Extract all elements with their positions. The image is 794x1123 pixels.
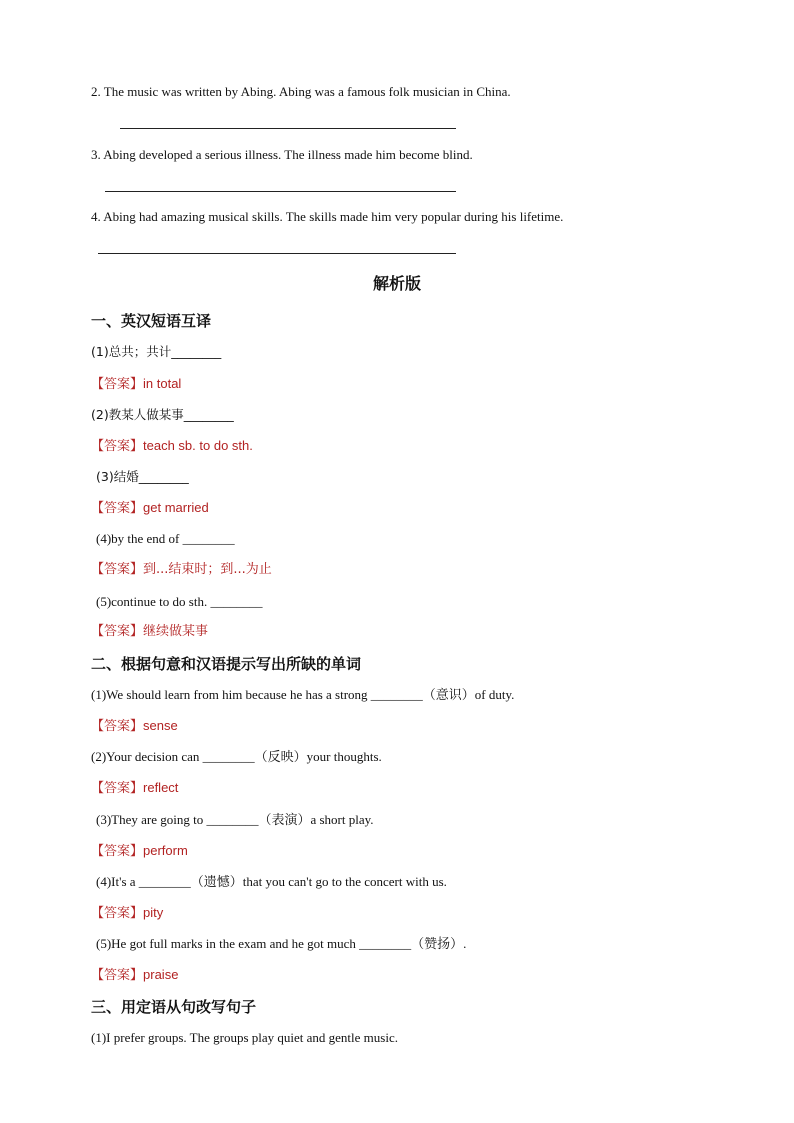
s1-question-3: (3)结婚________: [96, 469, 189, 484]
s2-answer-1: [91, 717, 178, 736]
answer-tag: 【答案】: [91, 377, 144, 392]
answer-line-4[interactable]: [98, 253, 456, 254]
answer-value: teach sb. to do sth.: [143, 438, 253, 453]
s2-answer-3: [91, 842, 188, 861]
answer-tag: 【答案】: [91, 501, 144, 516]
s2-answer-2: [91, 779, 178, 798]
answer-tag: 【答案】: [91, 968, 144, 983]
answer-line-3[interactable]: [105, 191, 456, 192]
s1-answer-2: [91, 437, 253, 456]
exercise-item-3: 3. Abing developed a serious illness. The illness made him become blind.: [91, 147, 473, 162]
s2-answer-5: [91, 966, 178, 985]
answer-tag: 【答案】: [91, 439, 144, 454]
s2-question-4: (4)It's a ________（遗憾）that you can't go to the concert with us.: [96, 874, 447, 889]
s1-answer-1: [91, 375, 181, 394]
s2-answer-4: [91, 904, 163, 923]
answer-value: perform: [143, 843, 188, 858]
answer-tag: 【答案】: [91, 844, 144, 859]
answer-value: 到...结束时；到...为止: [143, 562, 272, 577]
section-3-heading: 三、用定语从句改写句子: [91, 998, 257, 1016]
s1-answer-5: [91, 623, 208, 641]
exercise-item-2: 2. The music was written by Abing. Abing was a famous folk musician in China.: [91, 84, 511, 99]
s1-answer-4: [91, 561, 272, 579]
answer-tag: 【答案】: [91, 624, 144, 639]
answer-value: reflect: [143, 780, 179, 795]
s1-question-4: (4)by the end of ________: [96, 531, 235, 546]
s1-answer-3: [91, 499, 209, 518]
s1-question-2: (2)教某人做某事________: [91, 407, 234, 422]
answer-tag: 【答案】: [91, 906, 144, 921]
s2-question-5: (5)He got full marks in the exam and he got much ________（赞扬）.: [96, 936, 467, 951]
s1-question-1: (1)总共；共计________: [91, 344, 222, 359]
section-2-heading: 二、根据句意和汉语提示写出所缺的单词: [91, 655, 362, 673]
s2-question-1: (1)We should learn from him because he has a strong ________（意识）of duty.: [91, 687, 515, 702]
answer-tag: 【答案】: [91, 781, 144, 796]
document-title: 解析版: [372, 274, 421, 293]
s2-question-2: (2)Your decision can ________（反映）your thoughts.: [91, 749, 382, 764]
answer-tag: 【答案】: [91, 562, 144, 577]
exercise-item-4: 4. Abing had amazing musical skills. The skills made him very popular during his lifetime.: [91, 209, 564, 224]
answer-value: pity: [143, 905, 164, 920]
answer-value: get married: [143, 500, 209, 515]
answer-value: 继续做某事: [143, 624, 209, 639]
answer-tag: 【答案】: [91, 719, 144, 734]
s1-question-5: (5)continue to do sth. ________: [96, 594, 263, 609]
section-1-heading: 一、英汉短语互译: [91, 312, 212, 330]
answer-value: in total: [143, 376, 182, 391]
s2-question-3: (3)They are going to ________（表演）a short play.: [96, 812, 374, 827]
s3-question-1: (1)I prefer groups. The groups play quiet and gentle music.: [91, 1030, 398, 1045]
answer-value: sense: [143, 718, 178, 733]
answer-value: praise: [143, 967, 179, 982]
answer-line-2[interactable]: [120, 128, 456, 129]
